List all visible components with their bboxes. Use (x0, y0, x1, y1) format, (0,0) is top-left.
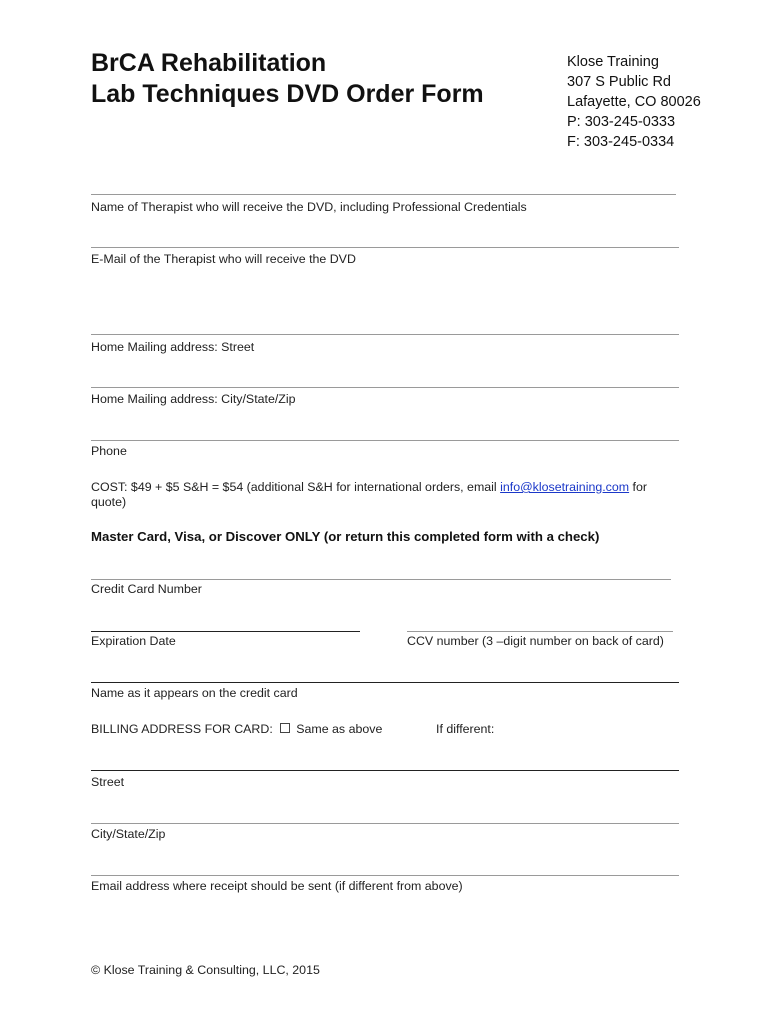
cost-paragraph (91, 480, 671, 510)
billing-street-field[interactable] (91, 758, 679, 771)
company-fax: F: 303-245-0334 (567, 134, 675, 150)
company-city: Lafayette, CO 80026 (567, 94, 701, 110)
home-street-field[interactable] (91, 322, 679, 335)
cost-text-before: COST: $49 + $5 S&H = $54 (additional S&H for international orders, email (91, 480, 501, 494)
therapist-email-field[interactable] (91, 235, 679, 248)
home-city-label: Home Mailing address: City/State/Zip (91, 392, 296, 406)
phone-label: Phone (91, 444, 127, 458)
phone-field[interactable] (91, 428, 679, 441)
billing-address-label: BILLING ADDRESS FOR CARD: (91, 722, 273, 736)
same-as-above-label: Same as above (296, 722, 383, 736)
company-street: 307 S Public Rd (567, 74, 671, 90)
form-title-line-2: Lab Techniques DVD Order Form (91, 80, 484, 108)
payment-heading: Master Card, Visa, or Discover ONLY (or return this completed form with a check) (91, 529, 600, 544)
receipt-email-label: Email address where receipt should be sent (if different from above) (91, 879, 463, 893)
ccv-label: CCV number (3 –digit number on back of card) (407, 634, 664, 648)
same-as-above-checkbox[interactable] (280, 723, 290, 733)
name-on-card-label: Name as it appears on the credit card (91, 686, 298, 700)
form-title-line-1: BrCA Rehabilitation (91, 49, 327, 77)
billing-street-label: Street (91, 775, 125, 789)
company-name: Klose Training (567, 54, 659, 70)
therapist-name-label: Name of Therapist who will receive the DVD, including Professional Credentials (91, 200, 527, 214)
therapist-name-field[interactable] (91, 182, 676, 195)
receipt-email-field[interactable] (91, 863, 679, 876)
expiration-date-field[interactable] (91, 619, 360, 632)
billing-address-row (91, 722, 382, 737)
billing-city-label: City/State/Zip (91, 827, 166, 841)
info-email-link[interactable]: info@klosetraining.com (500, 480, 630, 494)
card-number-label: Credit Card Number (91, 582, 202, 596)
company-phone: P: 303-245-0333 (567, 114, 676, 130)
cost-text-after: for quote) (91, 480, 647, 509)
home-city-field[interactable] (91, 375, 679, 388)
if-different-label: If different: (436, 722, 495, 736)
billing-city-field[interactable] (91, 811, 679, 824)
expiration-date-label: Expiration Date (91, 634, 176, 648)
home-street-label: Home Mailing address: Street (91, 340, 255, 354)
copyright-footer: © Klose Training & Consulting, LLC, 2015 (91, 963, 320, 977)
name-on-card-field[interactable] (91, 670, 679, 683)
company-address-block (567, 52, 701, 152)
card-number-field[interactable] (91, 567, 671, 580)
therapist-email-label: E-Mail of the Therapist who will receive the DVD (91, 252, 356, 266)
ccv-field[interactable] (407, 619, 673, 632)
